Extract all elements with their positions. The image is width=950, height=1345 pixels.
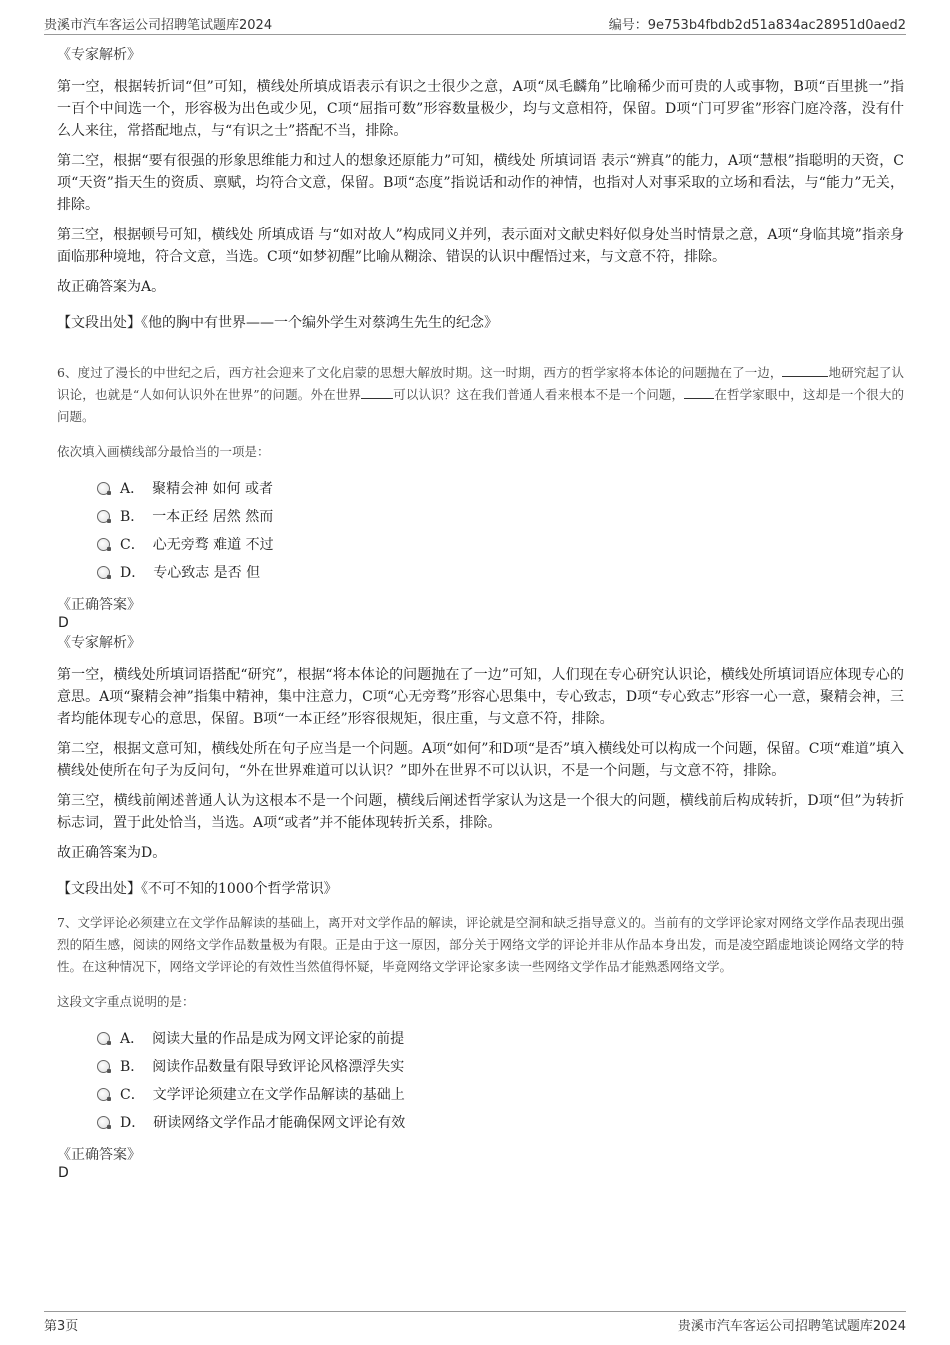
- analysis-paragraph: 第三空，横线前阐述普通人认为这根本不是一个问题，横线后阐述哲学家认为这是一个很大的问题，横线前后构成转折，D项“但”为转折标志词，置于此处恰当，当选。A项“或者”并不能体现转折关系，排除。: [57, 793, 904, 831]
- option-a[interactable]: A． 聚精会神 如何 或者: [97, 474, 904, 502]
- answer-blank: [684, 384, 714, 399]
- radio-icon[interactable]: [97, 1032, 110, 1045]
- answer-blank: [361, 384, 393, 399]
- question-prompt: 依次填入画横线部分最恰当的一项是：: [57, 444, 270, 459]
- header-title: 贵溪市汽车客运公司招聘笔试题库2024: [44, 18, 273, 33]
- option-list: [57, 474, 904, 586]
- radio-icon[interactable]: [97, 482, 110, 495]
- footer-title: 贵溪市汽车客运公司招聘笔试题库2024: [677, 1319, 906, 1334]
- option-b[interactable]: B． 一本正经 居然 然而: [97, 502, 904, 530]
- answer-conclusion: 故正确答案为D。: [57, 845, 167, 861]
- question-6: [57, 362, 904, 900]
- question-7: [57, 912, 904, 1182]
- analysis-paragraph: 第三空，根据顿号可知，横线处 所填成语 与“如对故人”构成同义并列，表示面对文献史料好似身处当时情景之意，A项“身临其境”指亲身面临那种境地，符合文意，当选。C项“如梦初醒”比喻从糊涂、错误的认识中醒悟过来，与文意不符，排除。: [57, 227, 904, 265]
- correct-answer: D: [58, 1165, 69, 1181]
- analysis-paragraph: 第二空，根据“要有很强的形象思维能力和过人的想象还原能力”可知，横线处 所填词语 表示“辨真”的能力，A项“慧根”指聪明的天资，C项“天资”指天生的资质、禀赋，均符合文意，保留。B项“态度”指说话和动作的神情，也指对人对事采取的立场和看法，与“能力”无关，排除。: [57, 153, 904, 213]
- answer-blank: [782, 362, 828, 377]
- analysis-paragraph: 第二空，根据文意可知，横线处所在句子应当是一个问题。A项“如何”和D项“是否”填入横线处可以构成一个问题，保留。C项“难道”填入横线处使所在句子为反问句，“外在世界难道可以认识？”即外在世界不可以认识，不是一个问题，与文意不符，排除。: [57, 741, 904, 779]
- page-number: 第3页: [44, 1319, 79, 1334]
- document-id: 编号：9e753b4fbdb2d51a834ac28951d0aed2: [608, 18, 906, 33]
- analysis-label: 《专家解析》: [57, 47, 141, 63]
- option-d[interactable]: D． 专心致志 是否 但: [97, 558, 904, 586]
- question-prompt: 这段文字重点说明的是：: [57, 994, 195, 1009]
- option-list: [57, 1024, 904, 1136]
- option-c[interactable]: C． 心无旁骛 难道 不过: [97, 530, 904, 558]
- page-content: [57, 44, 904, 1182]
- answer-conclusion: 故正确答案为A。: [57, 279, 166, 295]
- option-b[interactable]: B． 阅读作品数量有限导致评论风格漂浮失实: [97, 1052, 904, 1080]
- radio-icon[interactable]: [97, 510, 110, 523]
- option-a[interactable]: A． 阅读大量的作品是成为网文评论家的前提: [97, 1024, 904, 1052]
- text-source: 【文段出处】《不可不知的1000个哲学常识》: [57, 881, 338, 897]
- radio-icon[interactable]: [97, 538, 110, 551]
- page-footer: [44, 1311, 906, 1334]
- correct-answer-label: 《正确答案》: [57, 597, 141, 613]
- radio-icon[interactable]: [97, 1088, 110, 1101]
- radio-icon[interactable]: [97, 1060, 110, 1073]
- analysis-paragraph: 第一空，横线处所填词语搭配“研究”，根据“将本体论的问题抛在了一边”可知，人们现在专心研究认识论，横线处所填词语应体现专心的意思。A项“聚精会神”指集中精神，集中注意力，C项“心无旁骛”形容心思集中，专心致志，D项“专心致志”形容一心一意，聚精会神，三者均能体现专心的意思，保留。B项“一本正经”形容很规矩，很庄重，与文意不符，排除。: [57, 667, 904, 727]
- correct-answer: D: [58, 615, 69, 631]
- text-source: 【文段出处】《他的胸中有世界——一个编外学生对蔡鸿生先生的纪念》: [57, 315, 498, 331]
- analysis-label: 《专家解析》: [57, 635, 141, 651]
- q5-analysis: [57, 44, 904, 334]
- correct-answer-label: 《正确答案》: [57, 1147, 141, 1163]
- analysis-paragraph: 第一空，根据转折词“但”可知，横线处所填成语表示有识之士很少之意，A项“凤毛麟角”比喻稀少而可贵的人或事物，B项“百里挑一”指一百个中间选一个，形容极为出色或少见，C项“屈指可数”形容数量极少，均与文意相符，保留。D项“门可罗雀”形容门庭冷落，没有什么人来往，常搭配地点，与“有识之士”搭配不当，排除。: [57, 79, 904, 139]
- page-header: [44, 12, 906, 35]
- option-d[interactable]: D． 研读网络文学作品才能确保网文评论有效: [97, 1108, 904, 1136]
- radio-icon[interactable]: [97, 566, 110, 579]
- question-stem: 6、度过了漫长的中世纪之后，西方社会迎来了文化启蒙的思想大解放时期。这一时期，西方的哲学家将本体论的问题抛在了一边， 地研究起了认识论，也就是“人如何认识外在世界”的问题。外在世界 可以认识？这在我们普通人看来根本不是一个问题， 在哲学家眼中，这却是一个很大的问题。: [57, 362, 904, 428]
- option-c[interactable]: C． 文学评论须建立在文学作品解读的基础上: [97, 1080, 904, 1108]
- radio-icon[interactable]: [97, 1116, 110, 1129]
- question-stem: 7、文学评论必须建立在文学作品解读的基础上，离开对文学作品的解读，评论就是空洞和缺乏指导意义的。当前有的文学评论家对网络文学作品表现出强烈的陌生感，阅读的网络文学作品数量极为有限。正是由于这一原因，部分关于网络文学的评论并非从作品本身出发，而是凌空蹈虚地谈论网络文学的特性。在这种情况下，网络文学评论的有效性当然值得怀疑，毕竟网络文学评论家多读一些网络文学作品才能熟悉网络文学。: [57, 915, 904, 974]
